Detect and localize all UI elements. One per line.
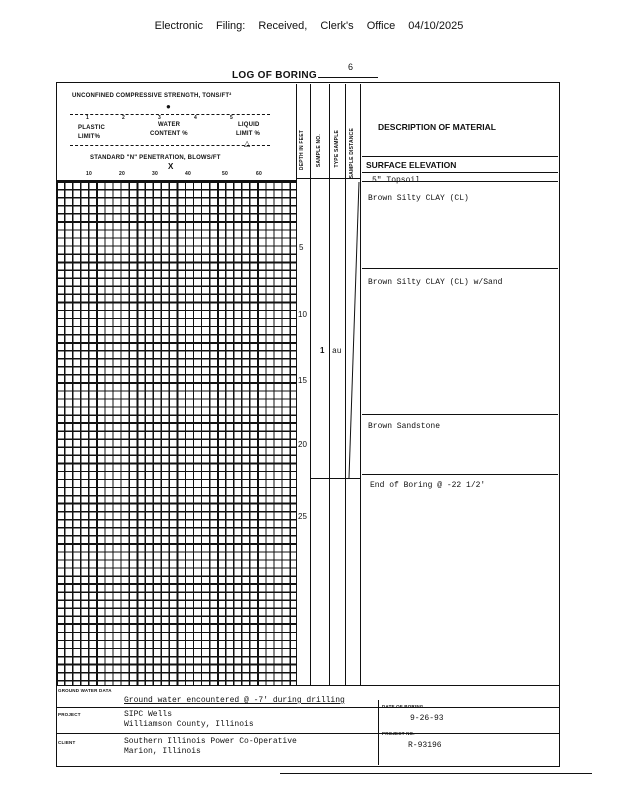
- water-label: WATER: [158, 122, 181, 128]
- footer-line-2: [56, 707, 560, 708]
- strength-tick-3: 3: [158, 115, 161, 121]
- layer-sandstone: Brown Sandstone: [368, 422, 441, 431]
- project-no-value: R-93196: [408, 741, 442, 750]
- project-label: PROJECT: [58, 712, 81, 717]
- surface-elevation-label: SURFACE ELEVATION: [366, 160, 457, 170]
- depth-25: 25: [298, 512, 307, 521]
- date-value: 9-26-93: [410, 714, 444, 723]
- log-title: LOG OF BORING: [232, 70, 318, 81]
- liquid-sub: LIMIT %: [236, 131, 261, 137]
- project-line1: SIPC Wells: [124, 710, 173, 719]
- sample-no-column-header: SAMPLE NO.: [316, 134, 322, 168]
- strength-title: UNCONFINED COMPRESSIVE STRENGTH, TONS/FT²: [72, 93, 232, 99]
- layer-topsoil: 5" Topsoil: [372, 176, 421, 185]
- layer-silty-clay-sand: Brown Silty CLAY (CL) w/Sand: [368, 278, 503, 287]
- penetration-symbol-icon: X: [168, 162, 174, 171]
- plastic-label: PLASTIC: [78, 125, 106, 131]
- sample-type: au: [332, 347, 342, 356]
- description-header-line: [362, 156, 558, 157]
- strength-tick-4: 4: [194, 115, 197, 121]
- strength-tick-2: 2: [122, 115, 125, 121]
- layer-line-1: [362, 181, 558, 182]
- client-label: CLIENT: [58, 740, 76, 745]
- filing-header: Electronic Filing: Received, Clerk's Office 04/10/2025: [154, 20, 464, 32]
- depth-10: 10: [298, 310, 307, 319]
- layer-silty-clay: Brown Silty CLAY (CL): [368, 194, 469, 203]
- strength-axis: [70, 114, 270, 115]
- project-no-label: PROJECT NO.: [382, 731, 415, 736]
- penetration-title: STANDARD "N" PENETRATION, BLOWS/FT: [90, 155, 221, 161]
- date-label: DATE OF BORING: [382, 704, 424, 709]
- surface-elevation-line: [362, 172, 558, 173]
- layer-line-4: [362, 474, 558, 475]
- depth-5: 5: [299, 243, 304, 252]
- ground-water-label: GROUND WATER DATA: [58, 688, 112, 693]
- depth-column-header: DEPTH IN FEET: [299, 130, 305, 171]
- layer-line-2: [362, 268, 558, 269]
- footer-line-3: [56, 733, 560, 734]
- pen-tick-40: 40: [185, 171, 191, 177]
- strength-tick-1: 1: [86, 115, 89, 121]
- sample-number: 1: [320, 346, 325, 355]
- description-heading: DESCRIPTION OF MATERIAL: [378, 122, 496, 132]
- liquid-label: LIQUID: [238, 122, 260, 128]
- page-bottom-rule: [280, 773, 592, 774]
- boring-number-underline: [318, 77, 378, 78]
- pen-tick-60: 60: [256, 171, 262, 177]
- plastic-sub: LIMIT%: [78, 134, 101, 140]
- column-header-bottom-line: [296, 178, 360, 179]
- ground-water-text: Ground water encountered @ -7' during drilling: [124, 696, 345, 705]
- sample-distance-line: [345, 180, 361, 480]
- liquid-limit-icon: △: [244, 139, 251, 148]
- layer-line-3: [362, 414, 558, 415]
- depth-20: 20: [298, 440, 307, 449]
- limits-axis: [70, 145, 270, 146]
- boring-number: 6: [348, 62, 354, 72]
- layer-end-of-boring: End of Boring @ -22 1/2': [370, 481, 486, 490]
- pen-tick-20: 20: [119, 171, 125, 177]
- pen-tick-50: 50: [222, 171, 228, 177]
- legend-block: [58, 84, 294, 180]
- type-sample-column-header: TYPE SAMPLE: [334, 130, 340, 168]
- footer-top-line: [56, 685, 560, 686]
- test-results-grid: [56, 181, 296, 685]
- pen-tick-30: 30: [152, 171, 158, 177]
- client-line2: Marion, Illinois: [124, 747, 201, 756]
- project-line2: Williamson County, Illinois: [124, 720, 254, 729]
- pen-tick-10: 10: [86, 171, 92, 177]
- sample-distance-column-header: SAMPLE DISTANCE: [349, 128, 355, 179]
- depth-15: 15: [298, 376, 307, 385]
- col-sep-sampleno: [329, 84, 330, 685]
- strength-tick-5: 5: [230, 115, 233, 121]
- strength-symbol-icon: ●: [166, 102, 171, 111]
- col-sep-grid: [296, 84, 297, 685]
- water-sub: CONTENT %: [150, 131, 188, 137]
- client-line1: Southern Illinois Power Co-Operative: [124, 737, 297, 746]
- col-sep-depth: [310, 84, 311, 685]
